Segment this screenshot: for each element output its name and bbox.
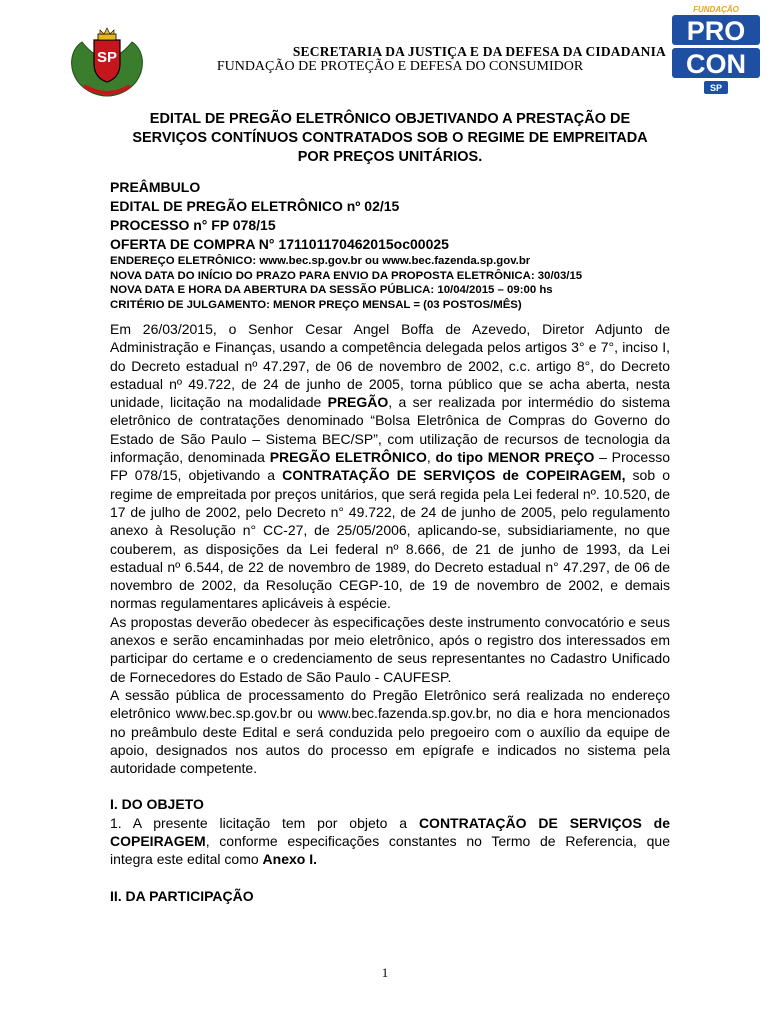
procon-logo-top: FUNDAÇÃO [693, 5, 739, 14]
text-run-bold: do tipo MENOR PREÇO [435, 449, 595, 466]
processo-number: PROCESSO n° FP 078/15 [110, 217, 276, 233]
title-line: EDITAL DE PREGÃO ELETRÔNICO OBJETIVANDO A PRESTAÇÃO DE [149, 111, 631, 127]
text-run: , [426, 449, 436, 466]
text-run-bold: PREGÃO [327, 394, 389, 411]
page-number: 1 [381, 965, 389, 980]
paragraph-2: As propostas deverão obedecer às especificações deste instrumento convocatório e seus anexos e serão encaminhadas por meio eletrônico, após o registro dos interessados em participar do certame e o credenciamento de seus representantes no Cadastro Unificado de Fornecedores do Estado de São Paulo - CAUFESP. [110, 613, 670, 685]
text-run: sob o regime de empreitada por preços unitários, que será regida pela Lei federal nº. 10.520, de 17 de julho de 2002, pelo Decreto n° 49.722, de 24 de junho de 2005, pelo regulamento anexo à Resolução n° CC-27, de 25/05/2006, aplicando-se, subsidiariamente, no que couberem, as disposições da Lei federal nº 8.666, de 21 de junho de 1993, da Lei estadual nº 6.544, de 22 de novembro de 1989, do Decreto estadual n° 47.297, de 06 de novembro de 2002, da Resolução CEGP-10, de 19 de novembro de 2002, e demais normas regulamentares aplicáveis à espécie. [110, 467, 670, 612]
document-title [100, 110, 680, 167]
blank-line [110, 777, 670, 795]
procon-logo-pro: PRO [686, 16, 746, 46]
header-secretaria: SECRETARIA DA JUSTIÇA E DA DEFESA DA CIDADANIA [292, 44, 666, 59]
text-run-bold: CONTRATAÇÃO DE SERVIÇOS de COPEIRAGEM [110, 814, 670, 850]
sp-logo-text: SP [96, 49, 118, 66]
nova-data-sessao: NOVA DATA E HORA DA ABERTURA DA SESSÃO PÚBLICA: 10/04/2015 – 09:00 hs [110, 284, 553, 296]
text-run-bold: CONTRATAÇÃO DE SERVIÇOS de COPEIRAGEM, [282, 467, 626, 484]
edital-number: EDITAL DE PREGÃO ELETRÔNICO nº 02/15 [110, 198, 400, 214]
text-run-bold: Anexo I. [262, 851, 317, 868]
sp-coat-of-arms-logo [64, 24, 150, 98]
text-run: Em 26/03/2015, o Senhor Cesar Angel Boffa de Azevedo, Diretor Adjunto de Administração e Finanças, usando a competência delegada pelos artigos 3° e 7°, inciso I, do Decreto estadual nº 47.297, de 06 de novembro de 2002, c.c. artigo 8°, do Decreto estadual nº 49.722, de 24 de junho de 2005, torna público que se acha aberta, nesta unidade, licitação na modalidade [110, 321, 670, 411]
preamble [110, 178, 680, 312]
procon-logo-sp: SP [709, 83, 723, 93]
nova-data-prazo: NOVA DATA DO INÍCIO DO PRAZO PARA ENVIO DA PROPOSTA ELETRÔNICA: 30/03/15 [110, 269, 583, 282]
title-line: SERVIÇOS CONTÍNUOS CONTRATADOS SOB O REGIME DE EMPREITADA [132, 130, 648, 146]
text-run: 1. A presente licitação tem por objeto a [110, 814, 419, 831]
text-run: , conforme especificações constantes no Termo de Referencia, que integra este edital como [110, 833, 670, 868]
document-body [110, 320, 670, 905]
header-fundacao: FUNDAÇÃO DE PROTEÇÃO E DEFESA DO CONSUMIDOR [216, 59, 584, 74]
text-run-bold: PREGÃO ELETRÔNICO [269, 449, 427, 466]
title-line: POR PREÇOS UNITÁRIOS. [297, 149, 483, 165]
paragraph-3: A sessão pública de processamento do Pregão Eletrônico será realizada no endereço eletrônico www.bec.sp.gov.br ou www.bec.fazenda.sp.gov.br, no dia e hora mencionados no preâmbulo deste Edital e será conduzida pelo pregoeiro com o auxílio da equipe de apoio, designados nos autos do processo em epígrafe e indicados no sistema pela autoridade competente. [110, 686, 670, 777]
text-run: – Processo FP 078/15, objetivando a [110, 449, 670, 484]
section-heading-participacao: II. DA PARTICIPAÇÃO [110, 887, 254, 904]
criterio-julgamento: CRITÉRIO DE JULGAMENTO: MENOR PREÇO MENSAL = (03 POSTOS/MÊS) [110, 298, 522, 311]
section-heading-objeto: I. DO OBJETO [110, 796, 204, 813]
section-objeto-text [110, 814, 670, 869]
oferta-compra: OFERTA DE COMPRA N° 171101170462015oc00025 [110, 236, 449, 252]
blank-line [110, 869, 670, 887]
text-run: , a ser realizada por intermédio do sistema eletrônico de contratações denominado “Bolsa Eletrônica de Compras do Governo do Estado de São Paulo – Sistema BEC/SP”, com utilização de recursos de tecnologia da informação, denominada [110, 394, 671, 466]
procon-logo-con: CON [686, 49, 746, 79]
paragraph-1 [110, 320, 670, 613]
endereco-eletronico: ENDEREÇO ELETRÔNICO: www.bec.sp.gov.br ou www.bec.fazenda.sp.gov.br [110, 255, 531, 267]
procon-logo [668, 2, 764, 98]
preamble-heading: PREÂMBULO [110, 179, 201, 195]
